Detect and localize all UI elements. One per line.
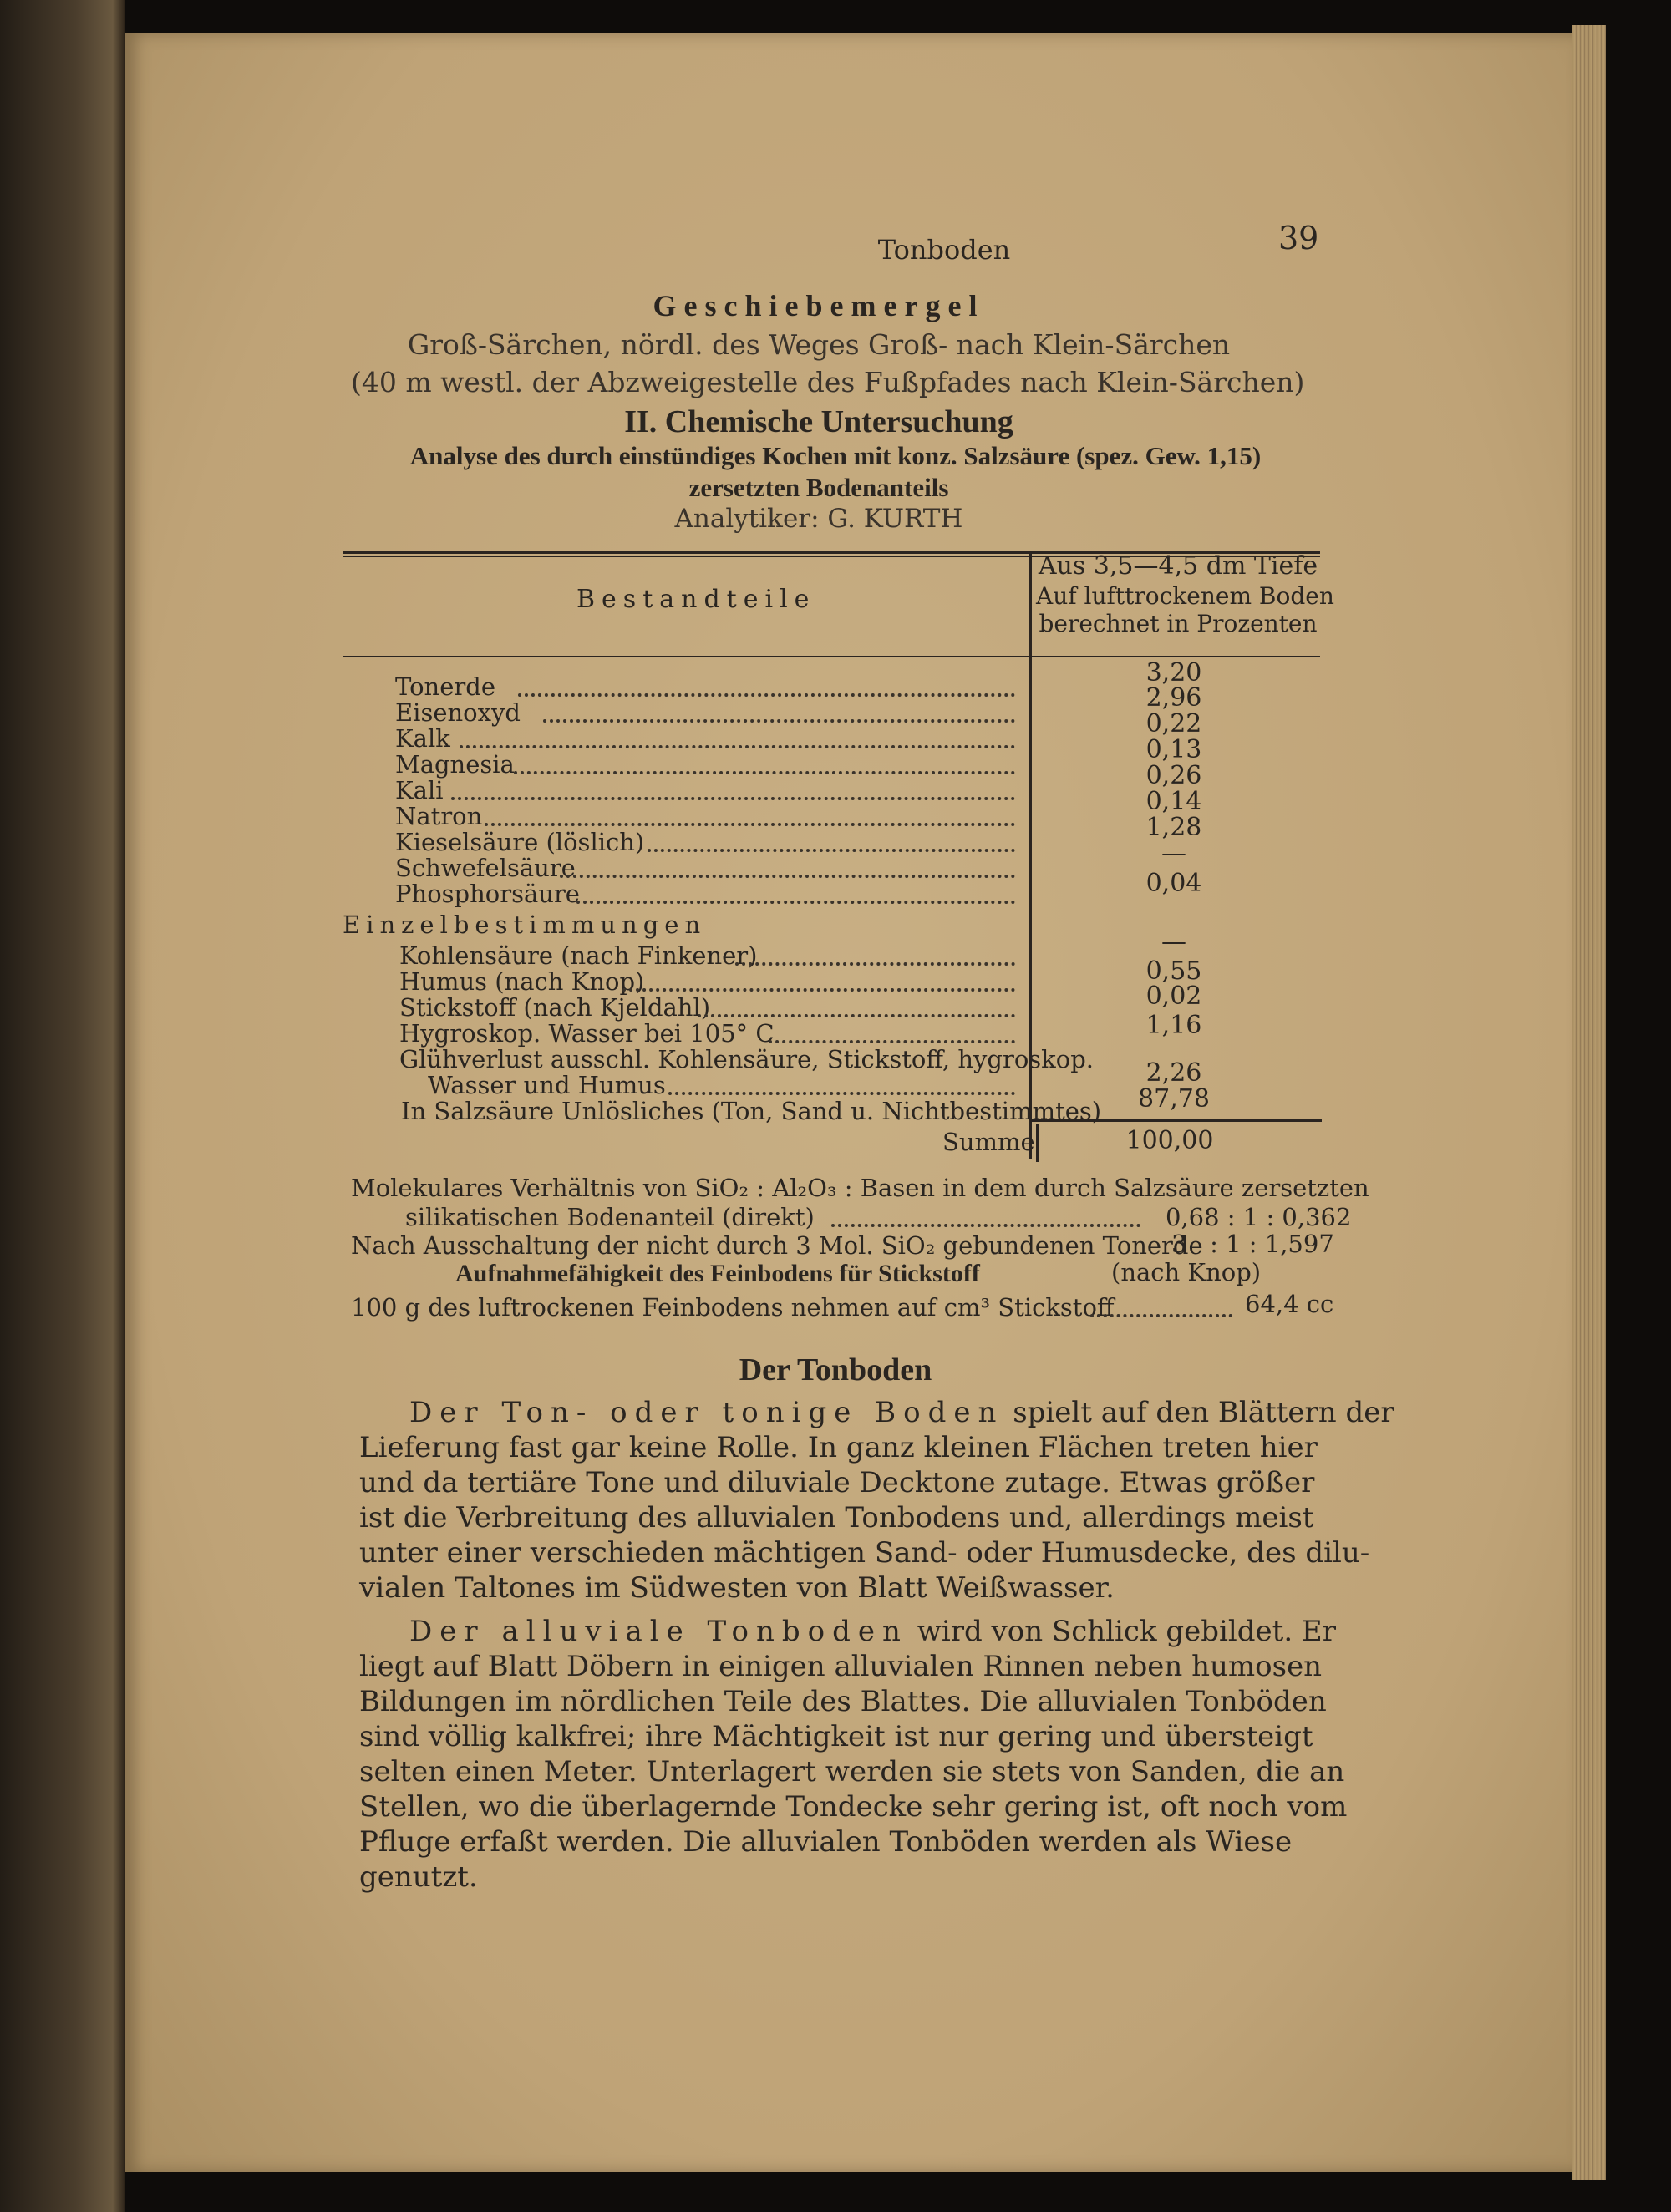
column-header-depth: Aus 3,5—4,5 dm Tiefe [1038,551,1318,581]
paragraph-2-spaced-term: Der alluviale Tonboden [409,1615,908,1648]
section-heading-chemical: II. Chemische Untersuchung [624,404,1013,439]
paragraph-1-line-3: und da tertiäre Tone und diluviale Decktone zutage. Etwas größer [359,1466,1315,1499]
leader-dots [560,875,1015,878]
sum-label: Summe [942,1128,1035,1156]
row-value-kieselsaeure: 1,28 [1145,813,1202,842]
row-value-gluehverlust: 2,26 [1145,1058,1202,1088]
row-value-stickstoff: 0,02 [1145,982,1202,1011]
page-number: 39 [1278,220,1319,256]
paragraph-2-line-3: Bildungen im nördlichen Teile des Blattes. Die alluvialen Tonböden [359,1685,1327,1718]
sum-value: 100,00 [1125,1126,1214,1155]
paragraph-2-line-7: Pfluge erfaßt werden. Die alluvialen Tonböden werden als Wiese [359,1825,1293,1859]
page-stack-edge [1572,25,1606,2180]
paragraph-2-line-4: sind völlig kalkfrei; ihre Mächtigkeit ist nur gering und übersteigt [359,1720,1313,1753]
table-header-rule [343,656,1320,657]
row-label-schwefelsaeure: Schwefelsäure [395,854,576,882]
molecular-ratio-line-2-label: silikatischen Bodenanteil (direkt) [405,1203,815,1231]
molecular-ratio-line-1: Molekulares Verhältnis von SiO₂ : Al₂O₃ : Basen in dem durch Salzsäure zersetzten [351,1174,1369,1202]
row-value-kohlensaeure: — [1161,927,1186,956]
leader-dots [698,1014,1015,1017]
paragraph-1-line-6: vialen Taltones im Südwesten von Blatt Weißwasser. [359,1571,1115,1605]
leader-dots [668,1092,1015,1095]
row-label-stickstoff: Stickstoff (nach Kjeldahl) [399,993,711,1022]
leader-dots [460,745,1015,748]
row-label-natron: Natron [395,802,483,830]
book-spine-edge [0,0,125,2212]
absorption-line: 100 g des luftrockenen Feinbodens nehmen auf cm³ Stickstoff [351,1293,1115,1322]
leader-dots [485,823,1015,826]
group-label-einzelbestimmungen: Einzelbestimmungen [343,911,707,939]
paragraph-2-line-5: selten einen Meter. Unterlagert werden sie stets von Sanden, die an [359,1755,1345,1788]
leader-dots [1090,1314,1232,1317]
row-value-kali: 0,26 [1145,761,1202,790]
paragraph-2-line-6: Stellen, wo die überlagernde Tondecke sehr gering ist, oft noch vom [359,1790,1348,1824]
leader-dots [648,849,1015,852]
paragraph-1-line-2: Lieferung fast gar keine Rolle. In ganz kleinen Flächen treten hier [359,1431,1318,1464]
leader-dots [451,797,1015,800]
analyst: Analytiker: G. KURTH [674,504,963,534]
column-header-basis: Auf lufttrockenem Boden [1036,582,1334,610]
running-title: Tonboden [877,234,1011,266]
row-label-gluehverlust-1: Glühverlust ausschl. Kohlensäure, Stickstoff, hygroskop. [399,1045,1094,1073]
row-label-kieselsaeure: Kieselsäure (löslich) [395,828,645,856]
row-label-humus: Humus (nach Knop) [399,967,645,996]
leader-dots [514,771,1015,774]
row-value-humus: 0,55 [1145,956,1202,986]
leader-dots [769,1040,1015,1043]
sum-bar [1036,1124,1039,1162]
leader-dots [831,1224,1140,1227]
row-label-hygroskop: Hygroskop. Wasser bei 105° C [399,1019,775,1048]
row-label-gluehverlust-2: Wasser und Humus [428,1071,666,1099]
section-heading-tonboden: Der Tonboden [739,1352,932,1388]
absorption-heading: Aufnahmefähigkeit des Feinbodens für Stickstoff [455,1260,980,1287]
absorption-value: 64,4 cc [1245,1290,1334,1318]
molecular-ratio-line-3-value: 3 : 1 : 1,597 [1171,1230,1334,1258]
leader-dots [576,901,1015,904]
row-value-eisenoxyd: 2,96 [1145,683,1202,713]
molecular-ratio-line-3-label: Nach Ausschaltung der nicht durch 3 Mol. SiO₂ gebundenen Tonerde [351,1231,1203,1260]
column-header-percent: berechnet in Prozenten [1039,610,1318,637]
row-value-unloesliches: 87,78 [1138,1084,1210,1114]
location-line-1: Groß-Särchen, nördl. des Weges Groß- nach Klein-Särchen [407,328,1231,361]
paragraph-1-line-5: unter einer verschieden mächtigen Sand- oder Humusdecke, des dilu- [359,1536,1370,1570]
leader-dots [622,988,1015,992]
row-value-hygroskop: 1,16 [1145,1011,1202,1040]
analysis-line-1: Analyse des durch einstündiges Kochen mit konz. Salzsäure (spez. Gew. 1,15) [409,441,1262,470]
row-label-eisenoxyd: Eisenoxyd [395,698,521,727]
paragraph-1-line-1 [409,1395,1394,1430]
absorption-heading-suffix: (nach Knop) [1111,1258,1262,1286]
row-label-magnesia: Magnesia [395,750,515,779]
analysis-line-2: zersetzten Bodenanteils [688,473,949,502]
paragraph-1-line-4: ist die Verbreitung des alluvialen Tonbodens und, allerdings meist [359,1501,1314,1535]
paragraph-2-line-1 [409,1614,1336,1649]
row-label-phosphorsaeure: Phosphorsäure [395,880,580,908]
row-label-kali: Kali [395,776,444,804]
paragraph-2-line-1-rest: wird von Schlick gebildet. Er [917,1615,1337,1648]
row-label-tonerde: Tonerde [395,672,495,701]
row-label-unloesliches: In Salzsäure Unlösliches (Ton, Sand u. Nichtbestimmtes) [401,1097,1102,1125]
row-value-schwefelsaeure: — [1161,839,1186,868]
paragraph-1-line-1-rest: spielt auf den Blättern der [1013,1396,1394,1429]
leader-dots [518,693,1015,697]
row-value-tonerde: 3,20 [1145,658,1202,687]
paragraph-2-line-2: liegt auf Blatt Döbern in einigen alluvialen Rinnen neben humosen [359,1650,1323,1683]
leader-dots [735,962,1015,966]
row-label-kalk: Kalk [395,724,450,753]
leader-dots [543,719,1015,723]
row-value-natron: 0,14 [1145,787,1202,816]
location-line-2: (40 m westl. der Abzweigestelle des Fußpfades nach Klein-Särchen) [351,366,1305,398]
row-value-phosphorsaeure: 0,04 [1145,869,1202,898]
row-value-magnesia: 0,13 [1145,735,1202,764]
column-header-components: Bestandteile [576,585,816,614]
paragraph-1-spaced-term: Der Ton- oder tonige Boden [409,1396,1004,1429]
row-label-kohlensaeure: Kohlensäure (nach Finkener) [399,941,758,970]
paragraph-2-line-8: genutzt. [359,1860,478,1894]
molecular-ratio-line-2-value: 0,68 : 1 : 0,362 [1166,1203,1352,1231]
row-value-kalk: 0,22 [1145,709,1202,738]
profile-title: Geschiebemergel [653,289,985,322]
